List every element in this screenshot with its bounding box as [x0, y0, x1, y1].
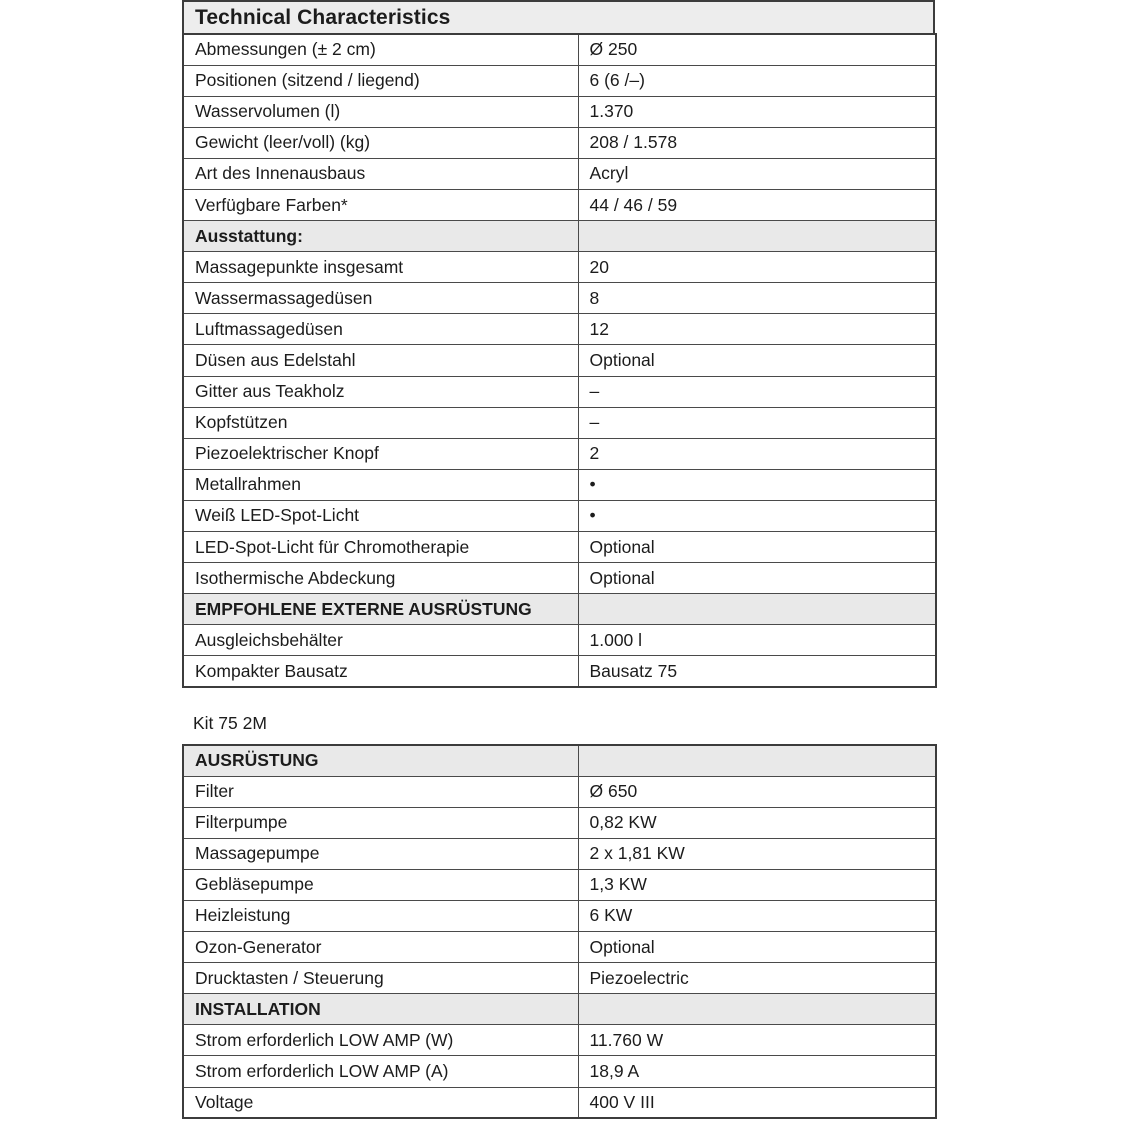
table-row: [183, 776, 936, 807]
table-row: [183, 563, 936, 594]
table-row: [183, 932, 936, 963]
row-label: Metallrahmen: [183, 469, 578, 500]
row-label: Ozon-Generator: [183, 932, 578, 963]
row-label: Kompakter Bausatz: [183, 656, 578, 687]
row-label: Wasservolumen (l): [183, 96, 578, 127]
row-value: 11.760 W: [578, 1025, 936, 1056]
table-row: [183, 1087, 936, 1118]
row-label: Ausgleichsbehälter: [183, 625, 578, 656]
section-header-label: AUSRÜSTUNG: [183, 745, 578, 776]
kit-equipment-body: [183, 745, 936, 1118]
section-header-label: Ausstattung:: [183, 221, 578, 252]
row-value: •: [578, 500, 936, 531]
section-header-spacer: [578, 745, 936, 776]
table-row: [183, 656, 936, 687]
row-value: –: [578, 407, 936, 438]
table-row: [183, 345, 936, 376]
row-value: 12: [578, 314, 936, 345]
row-label: Düsen aus Edelstahl: [183, 345, 578, 376]
row-label: Art des Innenausbaus: [183, 158, 578, 189]
table-row: [183, 1056, 936, 1087]
table-row: [183, 1025, 936, 1056]
kit-equipment-table: [182, 744, 937, 1119]
table-row: [183, 963, 936, 994]
section-header-spacer: [578, 221, 936, 252]
table-row: [183, 34, 936, 65]
row-value: 18,9 A: [578, 1056, 936, 1087]
row-label: Gewicht (leer/voll) (kg): [183, 127, 578, 158]
row-label: Abmessungen (± 2 cm): [183, 34, 578, 65]
row-label: Luftmassagedüsen: [183, 314, 578, 345]
table-row: [183, 900, 936, 931]
row-label: Strom erforderlich LOW AMP (W): [183, 1025, 578, 1056]
row-value: Ø 250: [578, 34, 936, 65]
section-header-spacer: [578, 994, 936, 1025]
row-value: 20: [578, 252, 936, 283]
section-header-row: [183, 994, 936, 1025]
table-row: [183, 96, 936, 127]
row-value: 2: [578, 438, 936, 469]
table-row: [183, 158, 936, 189]
table-row: [183, 838, 936, 869]
table-row: [183, 438, 936, 469]
row-value: 1.000 l: [578, 625, 936, 656]
row-label: Kopfstützen: [183, 407, 578, 438]
row-value: Optional: [578, 345, 936, 376]
row-label: Positionen (sitzend / liegend): [183, 65, 578, 96]
table-row: [183, 807, 936, 838]
row-value: 0,82 KW: [578, 807, 936, 838]
row-label: Wassermassagedüsen: [183, 283, 578, 314]
table-row: [183, 869, 936, 900]
row-label: Filterpumpe: [183, 807, 578, 838]
row-label: Piezoelektrischer Knopf: [183, 438, 578, 469]
table-row: [183, 407, 936, 438]
row-label: Massagepumpe: [183, 838, 578, 869]
row-value: Optional: [578, 532, 936, 563]
section-header-label: INSTALLATION: [183, 994, 578, 1025]
row-label: Drucktasten / Steuerung: [183, 963, 578, 994]
table-row: [183, 625, 936, 656]
row-value: 6 (6 /–): [578, 65, 936, 96]
table-row: [183, 252, 936, 283]
table-row: [183, 500, 936, 531]
row-value: Piezoelectric: [578, 963, 936, 994]
row-value: 2 x 1,81 KW: [578, 838, 936, 869]
technical-characteristics-table: [182, 33, 937, 688]
section-header-label: EMPFOHLENE EXTERNE AUSRÜSTUNG: [183, 594, 578, 625]
row-value: 208 / 1.578: [578, 127, 936, 158]
table-row: [183, 469, 936, 500]
spec-sheet: [182, 0, 935, 1119]
row-label: Gebläsepumpe: [183, 869, 578, 900]
row-value: Optional: [578, 563, 936, 594]
row-label: Voltage: [183, 1087, 578, 1118]
row-label: Filter: [183, 776, 578, 807]
row-label: LED-Spot-Licht für Chromotherapie: [183, 532, 578, 563]
row-label: Isothermische Abdeckung: [183, 563, 578, 594]
row-value: 1,3 KW: [578, 869, 936, 900]
section-header-row: [183, 745, 936, 776]
row-value: 44 / 46 / 59: [578, 189, 936, 220]
section-header-row: [183, 221, 936, 252]
table-row: [183, 314, 936, 345]
row-label: Massagepunkte insgesamt: [183, 252, 578, 283]
row-value: •: [578, 469, 936, 500]
kit-label: Kit 75 2M: [193, 712, 267, 733]
row-value: 6 KW: [578, 900, 936, 931]
row-label: Gitter aus Teakholz: [183, 376, 578, 407]
row-label: Weiß LED-Spot-Licht: [183, 500, 578, 531]
row-label: Strom erforderlich LOW AMP (A): [183, 1056, 578, 1087]
section-header-spacer: [578, 594, 936, 625]
section-header-row: [183, 594, 936, 625]
row-value: 1.370: [578, 96, 936, 127]
table-row: [183, 532, 936, 563]
page-title: Technical Characteristics: [182, 0, 935, 33]
table-row: [183, 376, 936, 407]
row-value: –: [578, 376, 936, 407]
row-value: 8: [578, 283, 936, 314]
table-row: [183, 65, 936, 96]
table-row: [183, 283, 936, 314]
row-value: Acryl: [578, 158, 936, 189]
row-value: Optional: [578, 932, 936, 963]
row-value: Ø 650: [578, 776, 936, 807]
technical-characteristics-body: [183, 34, 936, 687]
row-label: Verfügbare Farben*: [183, 189, 578, 220]
table-row: [183, 189, 936, 220]
row-label: Heizleistung: [183, 900, 578, 931]
table-row: [183, 127, 936, 158]
row-value: Bausatz 75: [578, 656, 936, 687]
row-value: 400 V III: [578, 1087, 936, 1118]
